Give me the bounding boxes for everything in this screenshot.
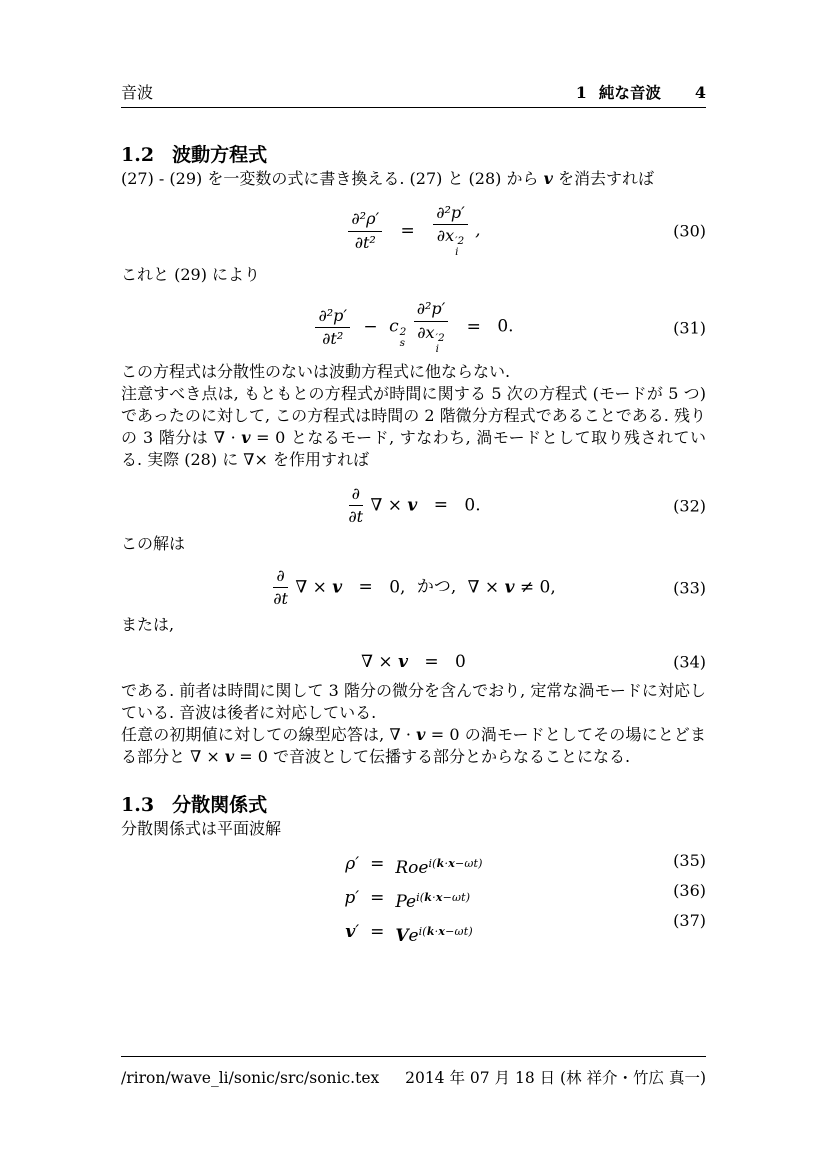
equals-zero: = 0	[234, 747, 268, 767]
eq35-lhs	[345, 850, 359, 882]
header-page-number: 4	[694, 83, 706, 102]
text-run: (27) - (29) を一変数の式に書き換える. (27) と (28) から	[121, 169, 544, 188]
equals-sign: =	[400, 220, 415, 241]
equals-zero: = 0	[425, 725, 460, 745]
curl-operator: ∇ ×	[190, 747, 225, 767]
eqnarray	[344, 850, 482, 950]
math-var-x: x	[435, 891, 443, 905]
equation-number-31: (31)	[673, 318, 706, 338]
eq37-lhs	[345, 918, 359, 950]
section-number: 1.2	[121, 144, 155, 166]
fraction	[414, 300, 449, 354]
exp-run: i(	[418, 925, 427, 939]
paragraph: または,	[121, 615, 175, 635]
equation-34-body	[361, 652, 466, 672]
equation-number-33: (33)	[673, 578, 706, 598]
sup-sub-stack	[436, 333, 445, 355]
nabla-dot: ∇ ·	[213, 427, 242, 447]
section-number: 1.3	[121, 794, 155, 817]
math-var-v: v	[398, 652, 408, 673]
numerator: ∂	[349, 485, 363, 506]
curl-operator: ∇ ×	[295, 577, 333, 598]
subscript: i	[435, 342, 439, 355]
header-section-number: 1	[575, 83, 587, 102]
header-doc-title: 音波	[121, 83, 154, 102]
page-footer	[121, 1053, 706, 1088]
equation-30	[121, 198, 706, 264]
dot-operator: ·	[434, 925, 439, 939]
math-var-v: v	[416, 725, 426, 745]
exponent	[428, 857, 482, 870]
equation-number-37: (37)	[673, 911, 706, 931]
math-var-v: v	[504, 577, 515, 598]
text-run: を作用すれば	[267, 449, 369, 469]
section-heading-1-2	[121, 142, 706, 168]
equation-32-body	[346, 485, 480, 527]
equals-sign: =	[370, 922, 385, 943]
header-rule	[121, 107, 706, 108]
text-run: 任意の初期値に対しての線型応答は,	[121, 725, 390, 745]
equation-group-35-37	[121, 850, 706, 950]
math-var-k: k	[426, 925, 435, 939]
text-run: を消去すれば	[552, 169, 654, 188]
subscript: i	[455, 246, 459, 259]
math-var-k: k	[436, 857, 445, 871]
math-var-v: v	[241, 427, 251, 447]
fraction	[348, 210, 382, 252]
numerator: ∂²p′	[414, 300, 449, 321]
rhs-zero: 0,	[539, 577, 556, 598]
denominator: ∂t²	[322, 329, 344, 349]
rhs-zero: 0.	[464, 495, 481, 516]
prime-mark: ′	[355, 922, 360, 943]
footer-rule	[121, 1056, 706, 1057]
comma: ,	[475, 220, 481, 241]
math-var-v: v	[332, 577, 343, 598]
curl-operator: ∇ ×	[370, 495, 408, 516]
equals-sign: =	[466, 317, 481, 338]
exponent	[416, 891, 470, 904]
equation-31-body	[313, 300, 513, 354]
eq35-rhs	[395, 850, 482, 882]
paragraph: この解は	[121, 533, 186, 553]
text-run: の渦モードとしてその場にとどまる部分と	[121, 725, 706, 767]
exp-run: −ωt)	[445, 925, 473, 939]
fraction	[433, 204, 468, 258]
fraction	[315, 307, 350, 349]
exp-run: −ωt)	[454, 857, 483, 871]
minus-sign: −	[363, 317, 378, 338]
paragraph: この方程式は分散性のないは波動方程式に他ならない.	[121, 361, 511, 381]
numerator: ∂²p′	[433, 204, 468, 225]
equals-sign: =	[358, 577, 373, 598]
subscript: s	[399, 337, 405, 350]
math-var-p: p′	[344, 888, 360, 909]
math-var: ∂x	[436, 226, 455, 246]
math-var-c: c	[389, 317, 399, 338]
superscript: ′2	[435, 331, 445, 344]
section-title: 分散関係式	[172, 794, 268, 817]
equation-32	[121, 479, 706, 533]
equation-31	[121, 294, 706, 360]
section-heading-1-3	[121, 792, 706, 818]
equation-30-body	[346, 204, 480, 258]
numerator: ∂²ρ′	[348, 210, 382, 231]
footer-file-path: /riron/wave_li/sonic/src/sonic.tex	[121, 1069, 380, 1087]
exponent	[419, 925, 473, 938]
amplitude-V: V	[395, 926, 409, 947]
fraction	[348, 485, 363, 527]
paragraph: である. 前者は時間に関して 3 階分の微分を含んでおり, 定常な渦モードに対応している. 音波は後者に対応している.	[121, 681, 706, 723]
sup-sub-stack	[455, 236, 464, 258]
curl-operator: ∇ ×	[361, 652, 399, 673]
math-var-rho: ρ′	[345, 854, 360, 875]
section-title: 波動方程式	[172, 144, 268, 166]
math-var-v: v	[224, 747, 235, 767]
equation-33	[121, 561, 706, 615]
superscript: 2	[399, 326, 407, 339]
curl-operator: ∇ ×	[467, 577, 505, 598]
denominator	[437, 225, 464, 258]
rhs-zero: 0,	[389, 577, 406, 598]
header-section-title: 純な音波	[598, 84, 661, 102]
dot-operator: ·	[432, 891, 436, 905]
math-var-v: v	[543, 169, 553, 188]
exp-run: −ωt)	[442, 891, 471, 905]
text-run: 注意すべき点は, もともとの方程式が時間に関する 5 次の方程式 (モードが 5 つ) であったのに対して, この方程式は時間の 2 階微分方程式であることである. 残りの 3 階分は	[121, 383, 706, 447]
equals-sign: =	[433, 495, 448, 516]
denominator	[417, 322, 444, 355]
numerator: ∂²p′	[315, 307, 350, 328]
amplitude-R: Ro	[395, 858, 419, 879]
exp-e: e	[406, 892, 417, 913]
exp-e: e	[418, 858, 429, 879]
exp-e: e	[408, 926, 419, 947]
equation-number-35: (35)	[673, 851, 706, 871]
equation-number-34: (34)	[673, 652, 706, 672]
header-section-mark	[576, 82, 706, 104]
text-run: で音波として伝播する部分とからなることになる.	[267, 747, 631, 767]
math-var: ∂x	[417, 322, 435, 342]
exp-run: i(	[428, 857, 437, 871]
paragraph-intro	[121, 168, 706, 190]
equals-sign: =	[370, 854, 385, 875]
paragraph-linear-response	[121, 724, 706, 768]
math-var-x: x	[438, 925, 446, 939]
not-equals-sign: ≠	[519, 577, 540, 598]
katsu-text: かつ,	[416, 577, 457, 598]
text-run: となるモード, すなわち, 渦モードとして取り残されている. 実際 (28) に	[121, 427, 706, 469]
equals-sign: =	[424, 652, 439, 673]
footer-date-authors: 2014 年 07 月 18 日 (林 祥介・竹広 真一)	[405, 1069, 706, 1087]
math-var-v: v	[407, 495, 418, 516]
eq36-lhs	[344, 884, 359, 916]
denominator: ∂t	[348, 507, 364, 527]
superscript: ′2	[455, 235, 465, 248]
nabla-dot: ∇ ·	[389, 725, 417, 745]
footer-row	[121, 1068, 706, 1088]
paragraph: 分散関係式は平面波解	[121, 819, 282, 839]
sup-sub-stack	[400, 327, 407, 349]
rhs-zero: 0	[455, 652, 466, 673]
paragraph: これと (29) により	[121, 265, 261, 285]
equals-zero: = 0	[250, 427, 286, 447]
math-var-x: x	[448, 857, 455, 871]
equation-33-body	[271, 567, 556, 609]
exp-run: i(	[416, 891, 425, 905]
eq36-rhs	[395, 884, 470, 916]
equals-sign: =	[370, 888, 385, 909]
equation-34	[121, 644, 706, 680]
denominator: ∂t²	[354, 232, 376, 252]
rhs-zero: 0.	[497, 317, 514, 338]
equation-number-36: (36)	[673, 881, 706, 901]
curl-operator: ∇×	[243, 449, 268, 469]
equation-number-30: (30)	[673, 221, 706, 241]
math-var-k: k	[424, 891, 433, 905]
numerator: ∂	[273, 567, 287, 588]
amplitude-P: P	[395, 892, 407, 913]
denominator: ∂t	[273, 589, 288, 609]
eq37-rhs	[395, 918, 472, 950]
math-var-v: v	[345, 922, 356, 943]
equation-number-32: (32)	[673, 496, 706, 516]
page-header	[121, 0, 706, 104]
fraction	[273, 567, 288, 609]
paragraph-remark	[121, 383, 706, 471]
dot-operator: ·	[444, 857, 449, 871]
